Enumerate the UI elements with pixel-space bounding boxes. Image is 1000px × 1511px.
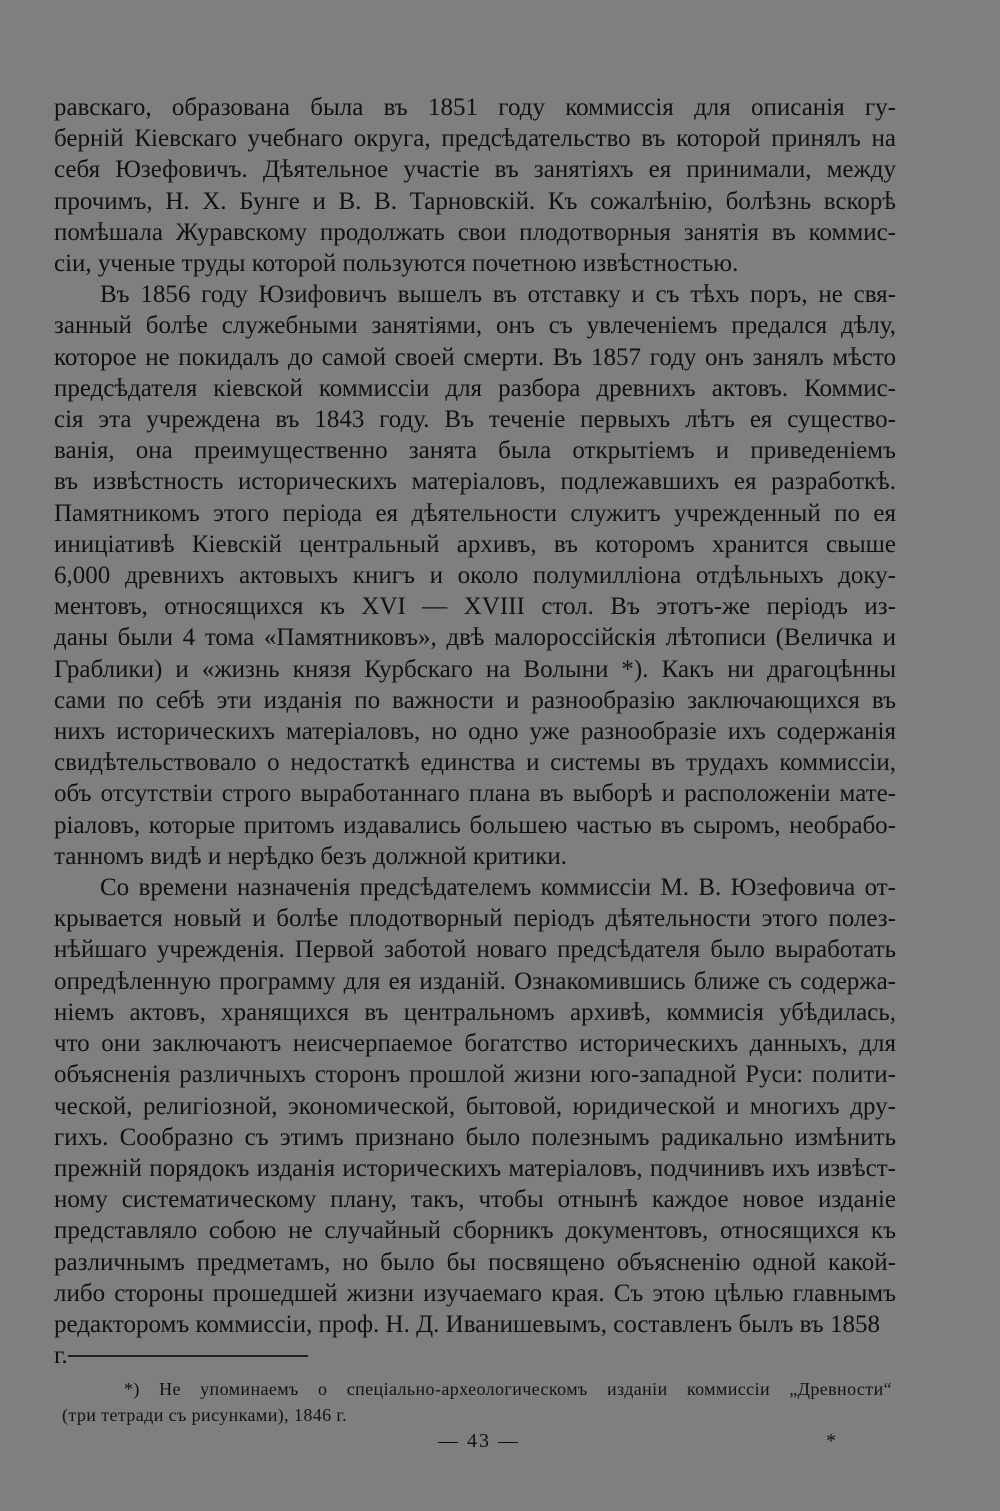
text-line: Граблики) и «жизнь князя Курбскаго на Волыни *). Какъ ни драгоцѣнны	[54, 655, 896, 683]
text-line: занный болѣе служебными занятіями, онъ съ увлеченіемъ предался дѣлу,	[54, 312, 896, 340]
text-line: крывается новый и болѣе плодотворный періодъ дѣятельности этого полез-	[54, 905, 896, 933]
text-line: гихъ. Сообразно съ этимъ признано было полезнымъ радикально измѣнить	[54, 1123, 896, 1151]
text-line: ріаловъ, которые притомъ издавались большею частью въ сыромъ, необрабо-	[54, 811, 896, 839]
text-line: различнымъ предметамъ, но было бы посвящено объясненію одной какой-	[54, 1248, 896, 1276]
text-line: либо стороны прошедшей жизни изучаемаго края. Съ этою цѣлью главнымъ	[54, 1279, 896, 1307]
text-line: нѣйшаго учрежденія. Первой заботой новаго предсѣдателя было выработать	[54, 936, 896, 964]
paragraph	[54, 872, 896, 1371]
text-line: ніемъ актовъ, хранящихся въ центральномъ архивѣ, коммисія убѣдилась,	[54, 998, 896, 1026]
text-line: объясненія различныхъ сторонъ прошлой жизни юго-западной Руси: полити-	[54, 1061, 896, 1089]
text-line: редакторомъ коммиссіи, проф. Н. Д. Иванишевымъ, составленъ былъ въ 1858 г.	[54, 1310, 880, 1370]
footnote-line: *) Не упоминаемъ о спеціально-археологическомъ изданіи коммиссіи „Древности“	[124, 1379, 892, 1399]
signature-mark: *	[826, 1430, 836, 1452]
text-line: ному систематическому плану, такъ, чтобы отнынѣ каждое новое изданіе	[54, 1186, 896, 1214]
text-line: объ отсутствіи строго выработаннаго плана въ выборѣ и расположеніи мате-	[54, 780, 896, 808]
text-line: даны были 4 тома «Памятниковъ», двѣ малороссійскія лѣтописи (Величка и	[54, 624, 896, 652]
text-line: сами по себѣ эти изданія по важности и разнообразію заключающихся въ	[54, 686, 896, 714]
text-line: сіи, ученые труды которой пользуются почетною извѣстностью.	[54, 250, 739, 278]
text-line: себя Юзефовичъ. Дѣятельное участіе въ занятіяхъ ея принимали, между	[54, 156, 896, 184]
text-line: предсѣдателя кіевской коммиссіи для разбора древнихъ актовъ. Коммис-	[54, 374, 896, 402]
paragraph	[54, 92, 896, 279]
paragraph	[54, 279, 896, 872]
text-line: представляло собою не случайный сборникъ документовъ, относящихся къ	[54, 1217, 896, 1245]
text-line: сія эта учреждена въ 1843 году. Въ теченіе первыхъ лѣтъ ея существо-	[54, 406, 896, 434]
text-line: иниціативѣ Кіевскій центральный архивъ, въ которомъ хранится свыше	[54, 530, 896, 558]
text-line: танномъ видѣ и нерѣдко безъ должной критики.	[54, 842, 568, 870]
footnote	[62, 1376, 892, 1428]
text-line: ческой, религіозной, экономической, бытовой, юридической и многихъ дру-	[54, 1092, 896, 1120]
text-line: 6,000 древнихъ актовыхъ книгъ и около полумилліона отдѣльныхъ доку-	[54, 562, 896, 590]
text-line: свидѣтельствовало о недостаткѣ единства и системы въ трудахъ коммиссіи,	[54, 749, 896, 777]
text-line: въ извѣстность историческихъ матеріаловъ, подлежавшихъ ея разработкѣ.	[54, 468, 896, 496]
text-line: прежній порядокъ изданія историческихъ матеріаловъ, подчинивъ ихъ извѣст-	[54, 1154, 896, 1182]
text-line: Со времени назначенія предсѣдателемъ коммиссіи М. В. Юзефовича от-	[100, 874, 896, 902]
text-line: ванія, она преимущественно занята была открытіемъ и приведеніемъ	[54, 437, 896, 465]
main-text	[54, 92, 896, 1371]
text-line: которое не покидалъ до самой своей смерти. Въ 1857 году онъ занялъ мѣсто	[54, 343, 896, 371]
text-line: Памятникомъ этого періода ея дѣятельности служитъ учрежденный по ея	[54, 499, 896, 527]
text-line: опредѣленную программу для ея изданій. Ознакомившись ближе съ содержа-	[54, 967, 896, 995]
text-line: что они заключаютъ неисчерпаемое богатство историческихъ данныхъ, для	[54, 1030, 896, 1058]
text-line: помѣшала Журавскому продолжать свои плодотворныя занятія въ коммис-	[54, 218, 896, 246]
text-line: берній Кіевскаго учебнаго округа, предсѣдательство въ которой принялъ на	[54, 125, 896, 153]
footnote-separator	[68, 1355, 308, 1357]
page-number: — 43 —	[438, 1430, 520, 1452]
text-line: Въ 1856 году Юзифовичъ вышелъ въ отставку и съ тѣхъ поръ, не свя-	[100, 281, 896, 309]
text-line: прочимъ, Н. Х. Бунге и В. В. Тарновскій. Къ сожалѣнію, болѣзнь вскорѣ	[54, 187, 896, 215]
footnote-line: (три тетради съ рисунками), 1846 г.	[62, 1405, 348, 1425]
text-line: ментовъ, относящихся къ XVI — XVIII стол. Въ этотъ-же періодъ из-	[54, 593, 896, 621]
text-line: равскаго, образована была въ 1851 году коммиссія для описанія гу-	[54, 94, 896, 121]
text-line: нихъ историческихъ матеріаловъ, но одно уже разнообразіе ихъ содержанія	[54, 718, 896, 746]
